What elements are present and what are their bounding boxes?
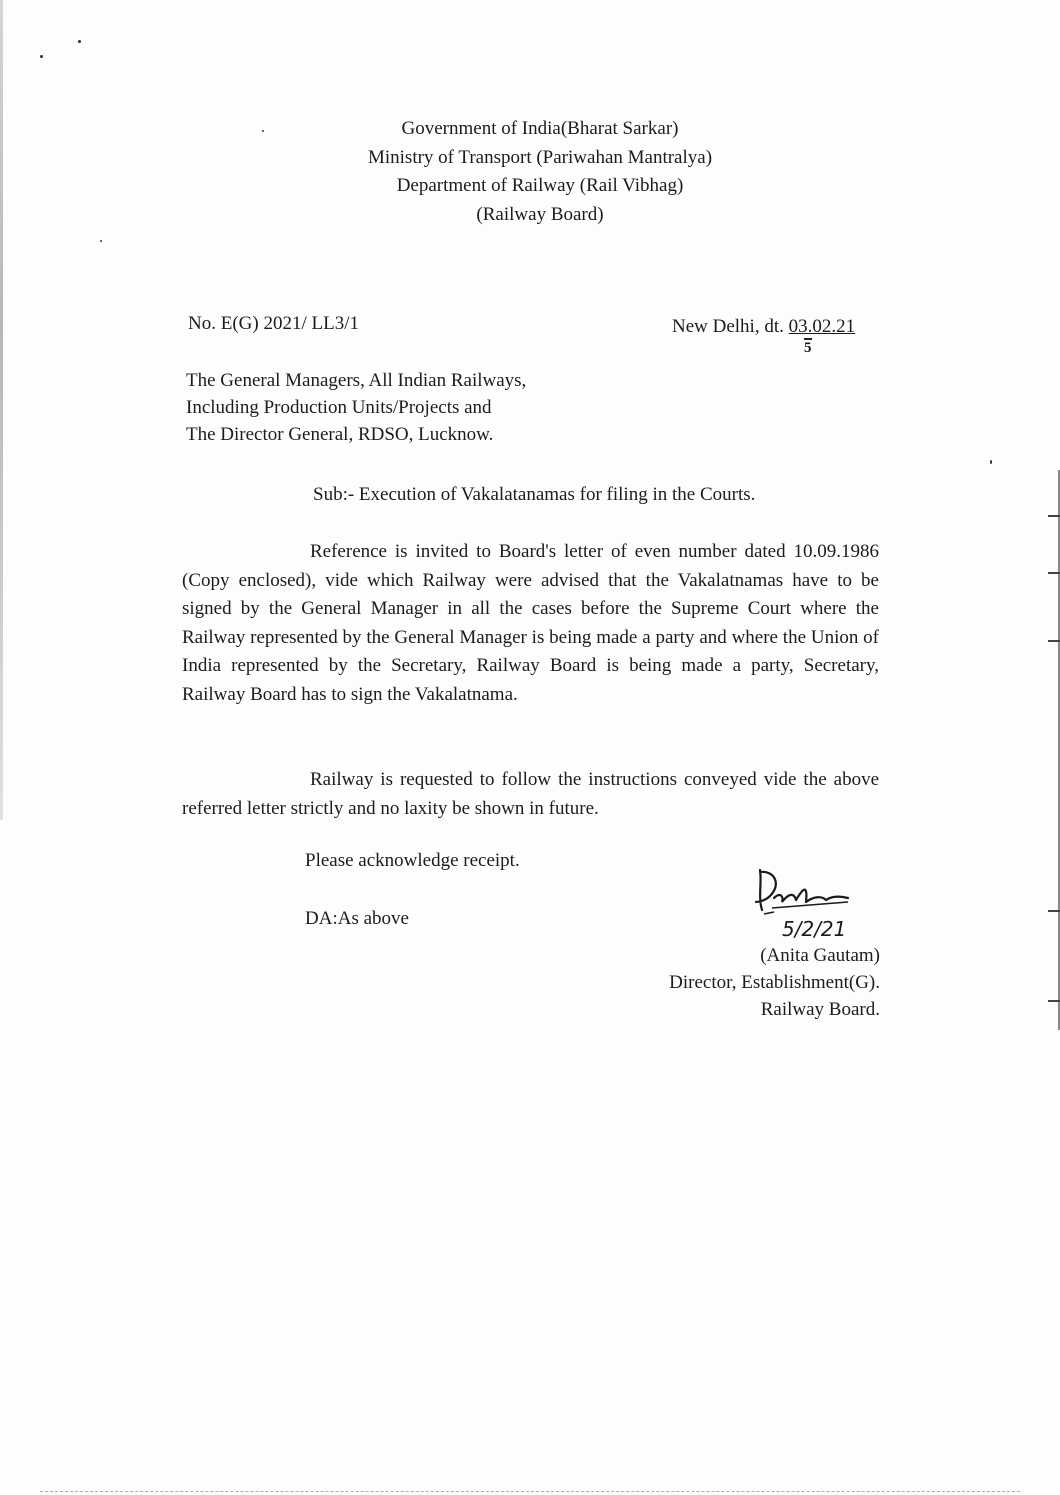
scan-tick — [1048, 1000, 1060, 1002]
letterhead — [300, 115, 780, 229]
handwritten-signature — [752, 862, 862, 942]
subject-line: Sub:- Execution of Vakalatanamas for filing in the Courts. — [313, 484, 756, 505]
letterhead-ministry: Ministry of Transport (Pariwahan Mantralya) — [367, 146, 713, 168]
scan-tick — [1048, 640, 1060, 642]
acknowledge-line: Please acknowledge receipt. — [305, 850, 520, 871]
reference-number: No. E(G) 2021/ LL3/1 — [188, 313, 359, 334]
scan-speck — [262, 130, 264, 132]
signatory-office: Railway Board. — [760, 999, 880, 1020]
signatory-block — [669, 942, 880, 1023]
letter-date — [672, 316, 855, 338]
signatory-name: (Anita Gautam) — [760, 945, 880, 966]
scan-speck — [78, 40, 81, 43]
letterhead-board: (Railway Board) — [476, 203, 604, 225]
date-prefix: New Delhi, dt. — [672, 316, 789, 337]
scan-speck — [40, 55, 43, 58]
signatory-designation: Director, Establishment(G). — [669, 972, 880, 993]
scan-speck — [100, 240, 102, 242]
body-paragraph-request: Railway is requested to follow the instructions conveyed vide the above referred letter strictly and no laxity be shown in future. — [182, 769, 879, 819]
enclosure-line: DA:As above — [305, 908, 409, 929]
scan-tick — [1048, 515, 1060, 517]
letterhead-government: Government of India(Bharat Sarkar) — [401, 118, 679, 139]
addressee-block — [186, 367, 526, 448]
date-value: 03.02.21 — [788, 316, 856, 337]
signature-date: 5/2/21 — [782, 917, 847, 941]
addressee-line: The General Managers, All Indian Railways, — [186, 370, 527, 391]
addressee-line: Including Production Units/Projects and — [186, 397, 492, 418]
letterhead-department: Department of Railway (Rail Vibhag) — [396, 175, 684, 196]
body-paragraph-reference: Reference is invited to Board's letter of even number dated 10.09.1986 (Copy enclosed), vide which Railway were advised that the Vakalatnamas have to be signed by the General Manager in all the cases before the Supreme Court where the Railway represented by the General Manager is being made a party and where the Union of India represented by the Secretary, Railway Board is being made a party, Secretary, Railway Board has to sign the Vakalatnama. — [182, 541, 879, 705]
addressee-line: The Director General, RDSO, Lucknow. — [186, 424, 494, 445]
scan-edge-bottom — [40, 1491, 1020, 1493]
scan-tick — [1048, 572, 1060, 574]
scan-tick — [1048, 910, 1060, 912]
date-annotation: 5 — [804, 340, 812, 356]
scan-edge-left — [0, 0, 3, 820]
scan-speck — [990, 460, 992, 464]
